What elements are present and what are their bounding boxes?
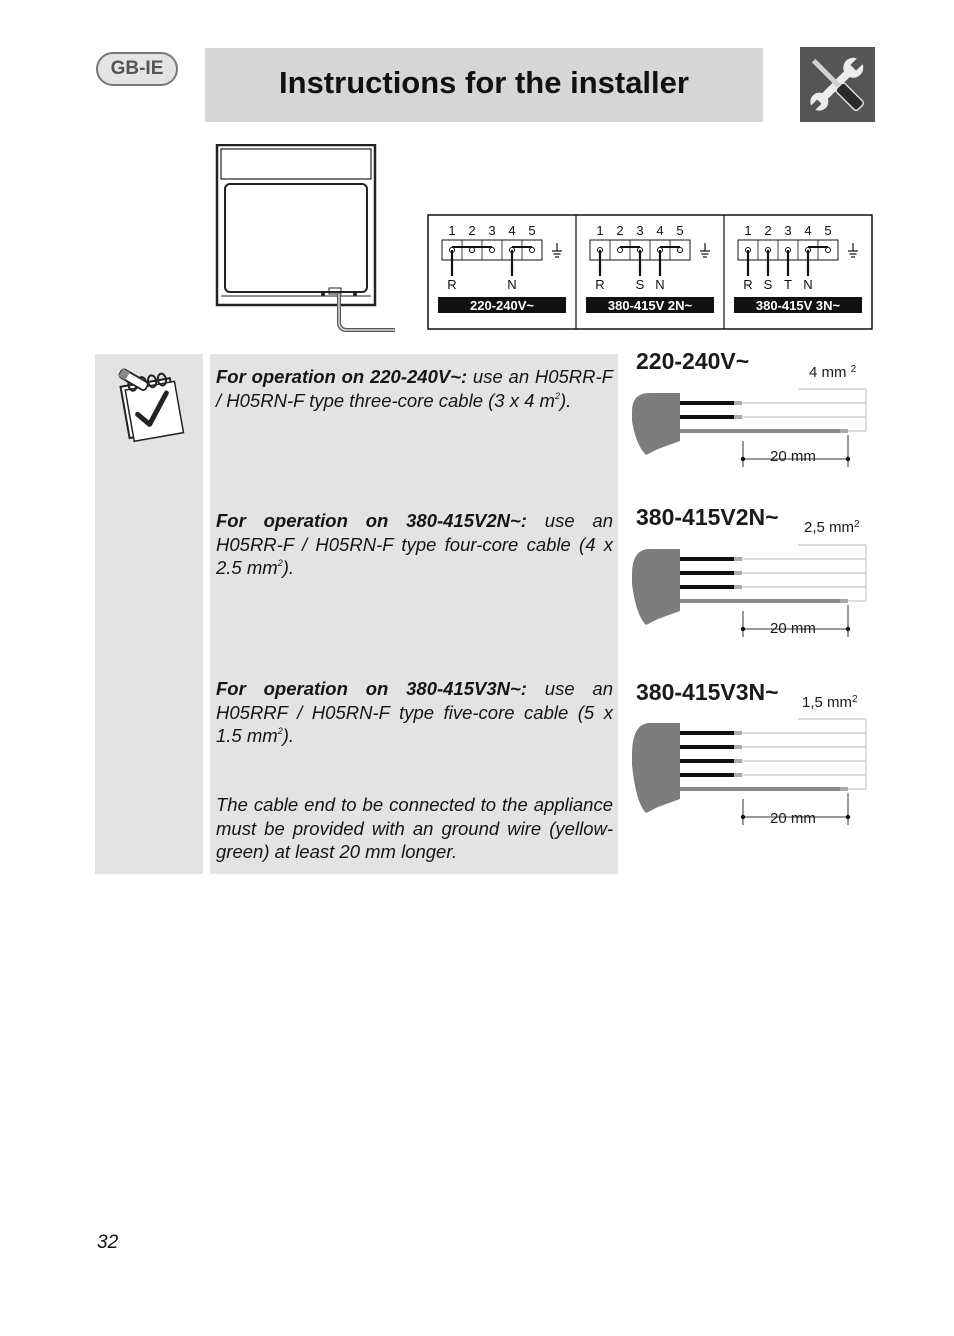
- terminal-number: 1: [448, 223, 456, 238]
- voltage-label: 380-415V 2N~: [607, 298, 693, 313]
- cable-voltage-220v: 220-240V~: [636, 348, 750, 374]
- dimension-marker: [846, 815, 850, 819]
- terminal-screw: [470, 248, 475, 253]
- stripped-end: [734, 759, 742, 763]
- cable-voltage-380v-2n: 380-415V2N~: [636, 504, 779, 530]
- terminal-number: 2: [468, 223, 476, 238]
- phase-label: T: [784, 277, 792, 292]
- terminal-screw: [490, 248, 495, 253]
- phase-label: S: [635, 277, 645, 292]
- terminal-number: 3: [488, 223, 496, 238]
- stripped-end: [734, 585, 742, 589]
- terminal-number: 1: [596, 223, 604, 238]
- dimension-marker: [846, 457, 850, 461]
- terminal-number: 4: [656, 223, 664, 238]
- cable-length-380v-2n: 20 mm: [770, 620, 816, 637]
- stripped-end: [734, 415, 742, 419]
- cable-length-220v: 20 mm: [770, 448, 816, 465]
- cable-sheath: [632, 723, 680, 813]
- country-badge: GB-IE: [96, 52, 178, 86]
- stripped-end: [734, 401, 742, 405]
- stripped-end: [840, 787, 848, 791]
- cable-sheath: [632, 393, 680, 455]
- dimension-marker: [741, 627, 745, 631]
- stripped-end: [734, 773, 742, 777]
- phase-label: R: [595, 277, 605, 292]
- cable-sheath: [632, 549, 680, 625]
- cable-diagram-380v-2n: [628, 538, 878, 648]
- stripped-end: [734, 731, 742, 735]
- note-380v-2n: For operation on 380-415V2N~: use an H05RR-F / H05RN-F type four-core cable (4 x 2.5 $mm^2$).: [216, 510, 613, 578]
- phase-label: S: [763, 277, 773, 292]
- stripped-end: [734, 745, 742, 749]
- stripped-end: [840, 429, 848, 433]
- cable-diagram-380v-3n: [628, 712, 878, 838]
- cable-voltage-380v-3n: 380-415V3N~: [636, 679, 779, 705]
- stripped-end: [840, 599, 848, 603]
- voltage-label: 220-240V~: [470, 298, 534, 313]
- terminal-number: 3: [784, 223, 792, 238]
- phase-label: N: [803, 277, 813, 292]
- phase-label: R: [447, 277, 457, 292]
- terminal-number: 5: [676, 223, 684, 238]
- terminal-number: 4: [804, 223, 812, 238]
- note-380v-3n: For operation on 380-415V3N~: use an H05RRF / H05RN-F type five-core cable (5 x 1.5 $mm^2$).: [216, 678, 613, 746]
- dimension-marker: [846, 627, 850, 631]
- oven-connection-illustration: [215, 144, 395, 332]
- terminal-number: 1: [744, 223, 752, 238]
- dimension-marker: [741, 815, 745, 819]
- cable-diagram-220v: [628, 382, 878, 478]
- cable-section-380v-2n: 2,5 $mm^2$: [804, 519, 860, 536]
- terminal-screw: [678, 248, 683, 253]
- page-title: Instructions for the installer: [279, 65, 689, 100]
- terminal-number: 4: [508, 223, 516, 238]
- cable-section-380v-3n: 1,5 $mm^2$: [802, 694, 858, 711]
- terminal-number: 5: [528, 223, 536, 238]
- page-number: 32: [97, 1232, 119, 1253]
- notepad-check-icon: [110, 364, 190, 444]
- cable-section-220v: 4 mm $^2$: [809, 364, 857, 381]
- phase-label: N: [655, 277, 665, 292]
- note-ground-wire: The cable end to be connected to the appliance must be provided with an ground wire (yellow-green) at least 20 mm longer.: [216, 794, 613, 862]
- terminal-screw: [826, 248, 831, 253]
- wrench-screwdriver-icon: [800, 47, 875, 122]
- phase-label: R: [743, 277, 753, 292]
- stripped-end: [734, 571, 742, 575]
- terminal-number: 2: [616, 223, 624, 238]
- terminal-screw: [530, 248, 535, 253]
- terminal-screw: [618, 248, 623, 253]
- phase-label: N: [507, 277, 517, 292]
- terminal-number: 5: [824, 223, 832, 238]
- cable-length-380v-3n: 20 mm: [770, 810, 816, 827]
- terminal-wiring-diagram: [427, 214, 873, 330]
- stripped-end: [734, 557, 742, 561]
- voltage-label: 380-415V 3N~: [755, 298, 841, 313]
- terminal-number: 3: [636, 223, 644, 238]
- terminal-number: 2: [764, 223, 772, 238]
- dimension-marker: [741, 457, 745, 461]
- note-220v: For operation on 220-240V~: use an H05RR-F / H05RN-F type three-core cable (3 x 4 $m^2$).: [216, 366, 613, 411]
